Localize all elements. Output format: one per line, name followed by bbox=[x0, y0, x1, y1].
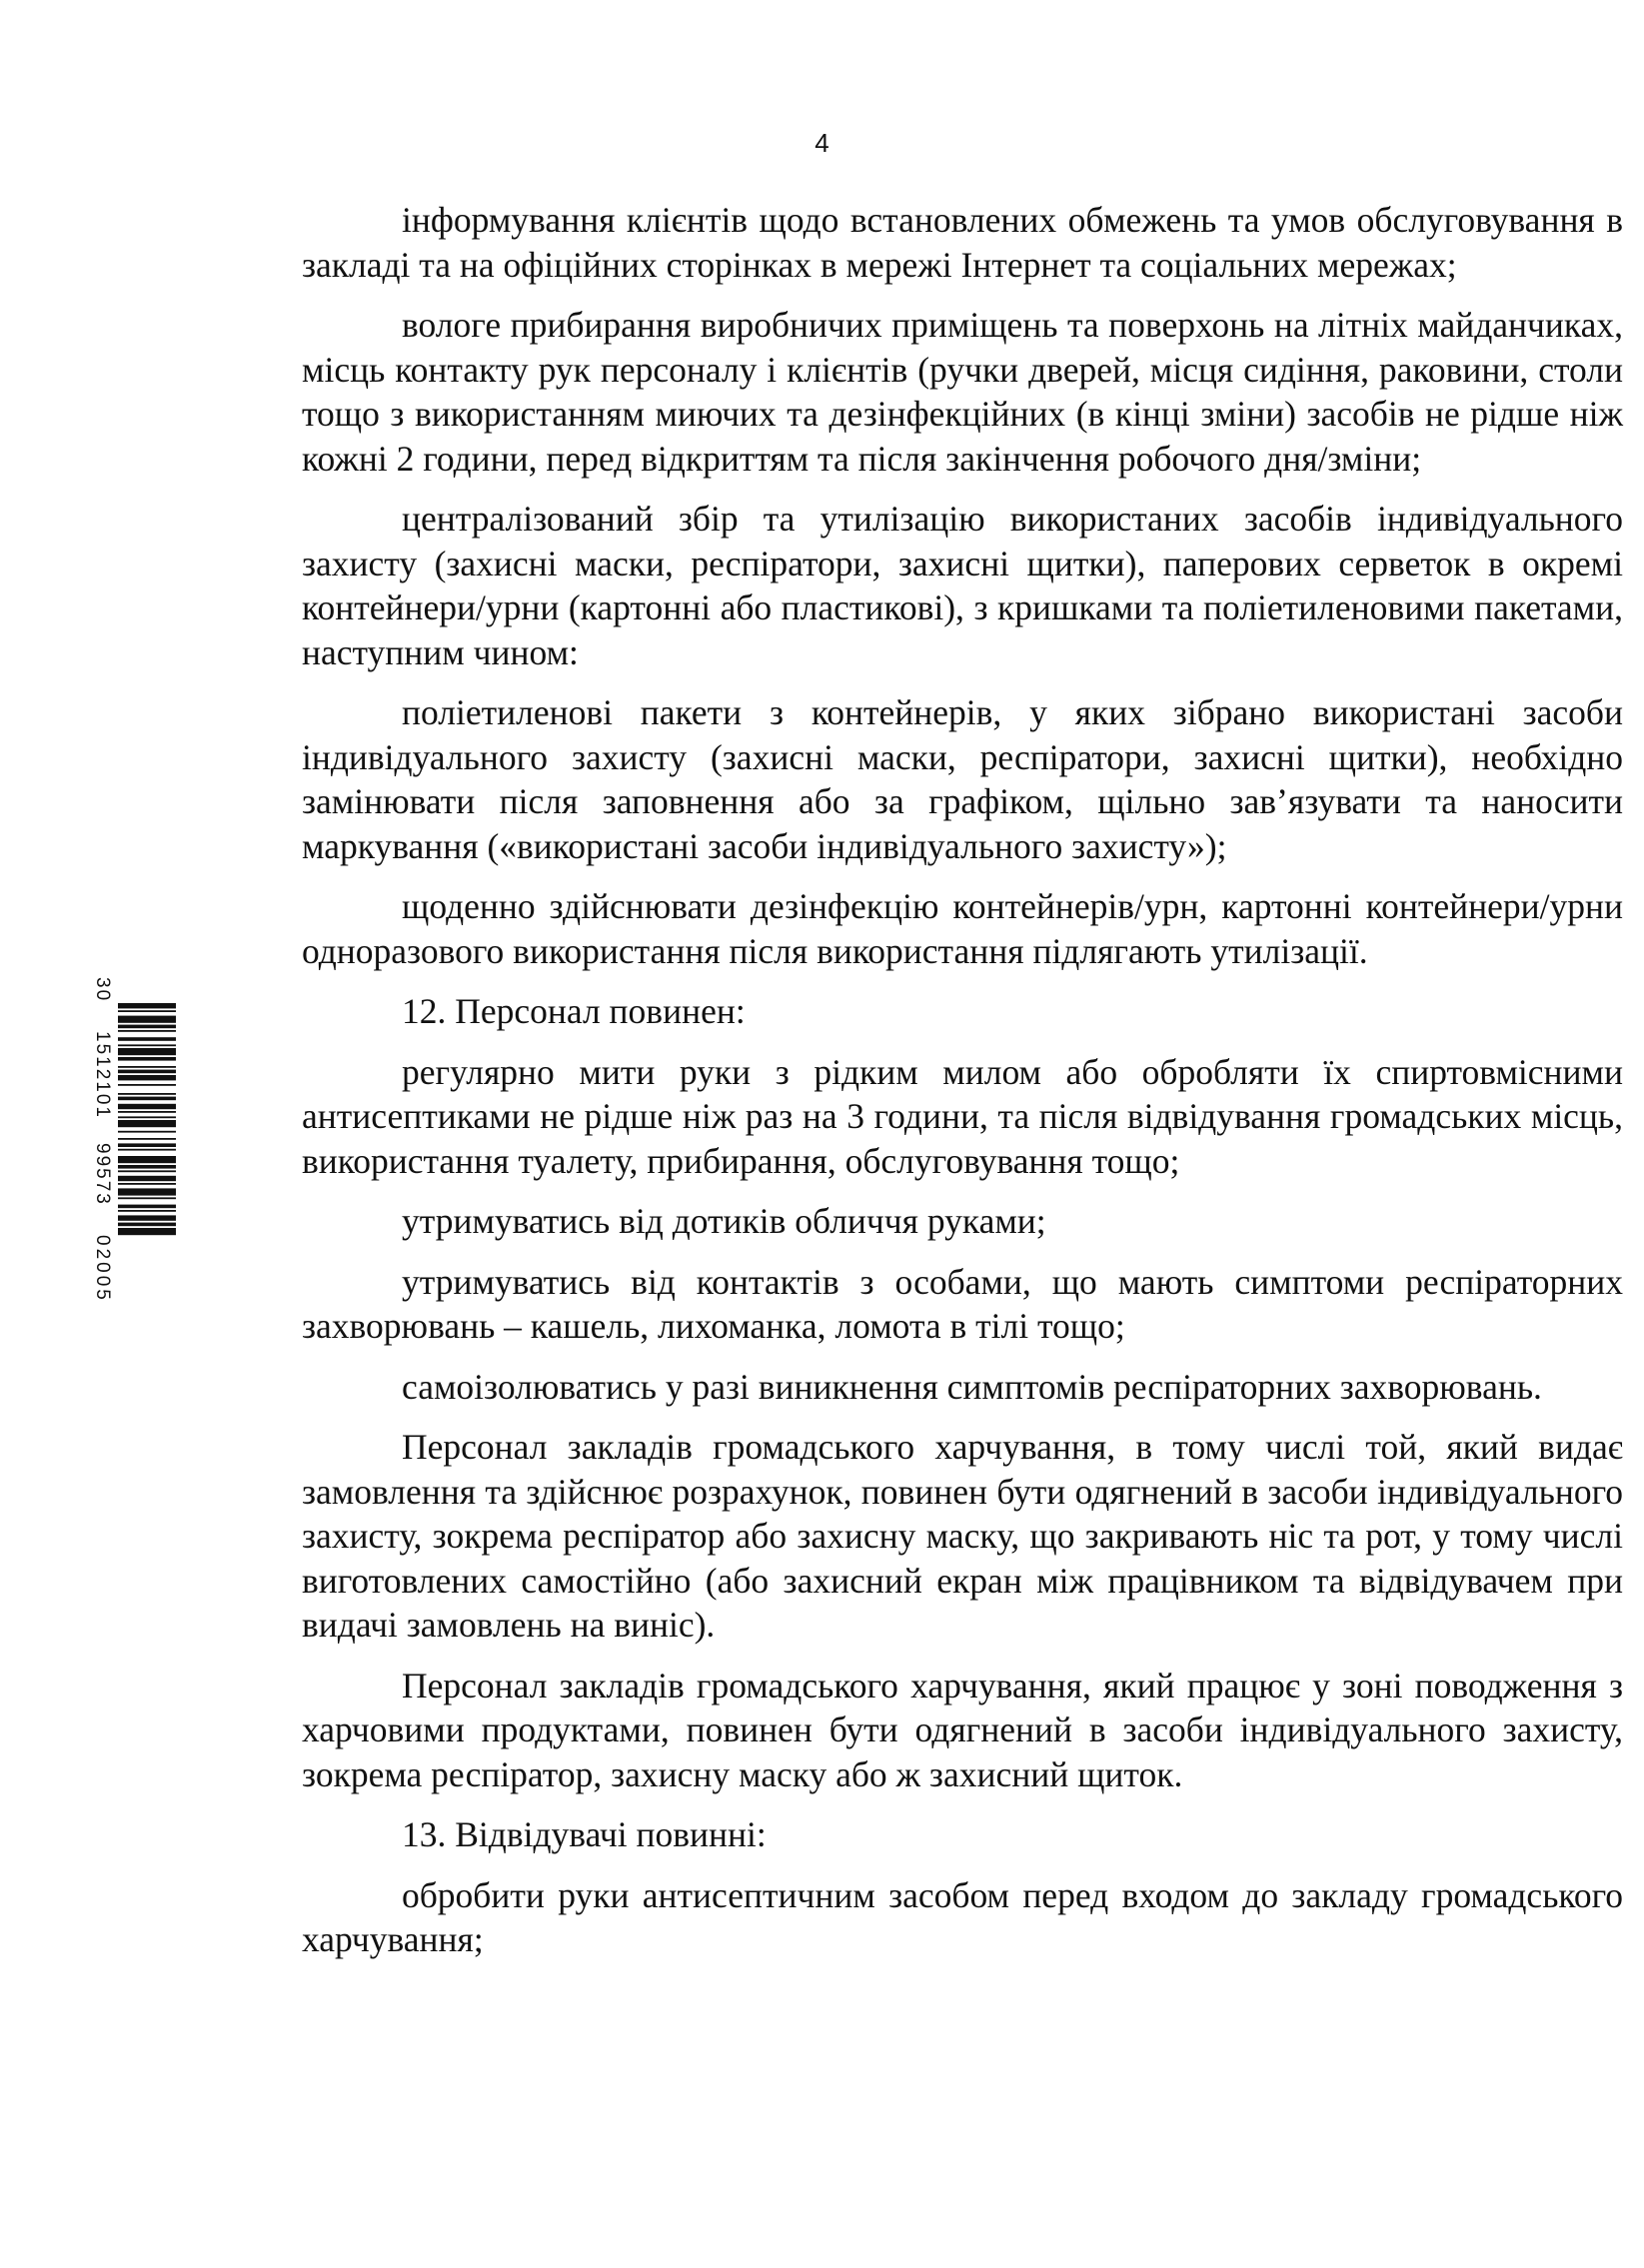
barcode-bar bbox=[118, 1210, 176, 1212]
document-body bbox=[302, 198, 1623, 1962]
barcode-bar bbox=[118, 1025, 176, 1029]
barcode-digits-3: 99573 bbox=[92, 1143, 113, 1206]
document-barcode bbox=[88, 973, 180, 1313]
barcode-bar bbox=[118, 1223, 176, 1227]
barcode-bars bbox=[118, 1003, 176, 1235]
barcode-bar bbox=[118, 1165, 176, 1169]
barcode-bar bbox=[118, 1048, 176, 1055]
barcode-bar bbox=[118, 1104, 176, 1109]
barcode-caption bbox=[92, 977, 113, 1303]
section-heading-13: 13. Відвідувачі повинні: bbox=[402, 1814, 767, 1854]
barcode-bar bbox=[118, 1066, 176, 1068]
barcode-bar bbox=[118, 1176, 176, 1181]
barcode-bar bbox=[118, 1097, 176, 1101]
paragraph: утримуватись від контактів з особами, що мають симптоми респіраторних захворювань – кашель, лихоманка, ломота в тілі тощо; bbox=[302, 1261, 1623, 1346]
section-heading-12: 12. Персонал повинен: bbox=[402, 991, 746, 1031]
barcode-bar bbox=[118, 1188, 176, 1195]
barcode-bar bbox=[118, 1143, 176, 1147]
paragraph: самоізолюватись у разі виникнення симптомів респіраторних захворювань. bbox=[402, 1366, 1542, 1407]
paragraph: регулярно мити руки з рідким милом або обробляти їх спиртовмісними антисептиками не рідше ніж раз на 3 години, та після відвідування громадських місць, використання туалету, прибирання, обслуговування тощо; bbox=[302, 1051, 1623, 1181]
barcode-bar bbox=[118, 1075, 176, 1080]
paragraph: інформування клієнтів щодо встановлених обмежень та умов обслуговування в закладі та на офіційних сторінках в мережі Інтернет та соціальних мережах; bbox=[302, 200, 1623, 285]
barcode-bar bbox=[118, 1156, 176, 1163]
barcode-bar bbox=[118, 1070, 176, 1074]
barcode-bar bbox=[118, 1197, 176, 1199]
barcode-bar bbox=[118, 1093, 176, 1095]
barcode-bar bbox=[118, 1003, 176, 1008]
barcode-bar bbox=[118, 1116, 176, 1118]
paragraph: щоденно здійснювати дезінфекцію контейнерів/урн, картонні контейнери/урни одноразового використання після використання підлягають утилізації. bbox=[302, 886, 1623, 971]
barcode-bar bbox=[118, 1228, 176, 1235]
paragraph: Персонал закладів громадського харчування, який працює у зоні поводження з харчовими продуктами, повинен бути одягнений в засоби індивідуального захисту, зокрема респіратор, захисну маску або ж захисний щиток. bbox=[302, 1665, 1623, 1794]
barcode-bar bbox=[118, 1057, 176, 1061]
paragraph: поліетиленові пакети з контейнерів, у яких зібрано використані засоби індивідуального захисту (захисні маски, респіратори, захисні щитки), необхідно замінювати після заповнення або за графіком, щільно зав’язувати та наносити маркування («використані засоби індивідуального захисту»); bbox=[302, 692, 1623, 866]
barcode-bar bbox=[118, 1010, 176, 1012]
paragraph: обробити руки антисептичним засобом перед входом до закладу громадського харчування; bbox=[302, 1874, 1623, 1959]
barcode-bar bbox=[118, 1215, 176, 1220]
barcode-bar bbox=[118, 1030, 176, 1032]
barcode-bar bbox=[118, 1183, 176, 1185]
page-number: 4 bbox=[815, 128, 829, 158]
barcode-bar bbox=[118, 1111, 176, 1113]
paragraph: утримуватись від дотиків обличчя руками; bbox=[402, 1201, 1046, 1241]
barcode-digits-2: 1512101 bbox=[92, 1031, 113, 1119]
barcode-graphic bbox=[88, 973, 180, 1313]
paragraph: централізований збір та утилізацію використаних засобів індивідуального захисту (захисні маски, респіратори, захисні щитки), паперових серветок в окремі контейнери/урни (картонні або пластикові), з кришками та поліетиленовими пакетами, наступним чином: bbox=[302, 499, 1623, 672]
barcode-bar bbox=[118, 1170, 176, 1172]
paragraph: вологе прибирання виробничих приміщень та поверхонь на літніх майданчиках, місць контакту рук персоналу і клієнтів (ручки дверей, місця сидіння, раковини, столи тощо з використанням миючих та дезінфекційних (в кінці зміни) засобів не рідше ніж кожні 2 години, перед відкриттям та після закінчення робочого дня/зміни; bbox=[302, 305, 1623, 479]
paragraph: Персонал закладів громадського харчування, в тому числі той, який видає замовлення та здійснює розрахунок, повинен бути одягнений в засоби індивідуального захисту, зокрема респіратор або захисну маску, що закривають ніс та рот, у тому числі виготовлених самостійно (або захисний екран між працівником та відвідувачем при видачі замовлень на виніс). bbox=[302, 1427, 1623, 1645]
barcode-bar bbox=[118, 1131, 176, 1133]
barcode-bar bbox=[118, 1205, 176, 1209]
barcode-bar bbox=[118, 1016, 176, 1023]
barcode-bar bbox=[118, 1138, 176, 1140]
barcode-bar bbox=[118, 1037, 176, 1041]
barcode-bar bbox=[118, 1149, 176, 1151]
barcode-digits-4: 02005 bbox=[92, 1235, 113, 1303]
barcode-bar bbox=[118, 1084, 176, 1086]
barcode-bar bbox=[118, 1120, 176, 1127]
barcode-digits-1: 30 bbox=[92, 977, 113, 1003]
barcode-bar bbox=[118, 1044, 176, 1046]
